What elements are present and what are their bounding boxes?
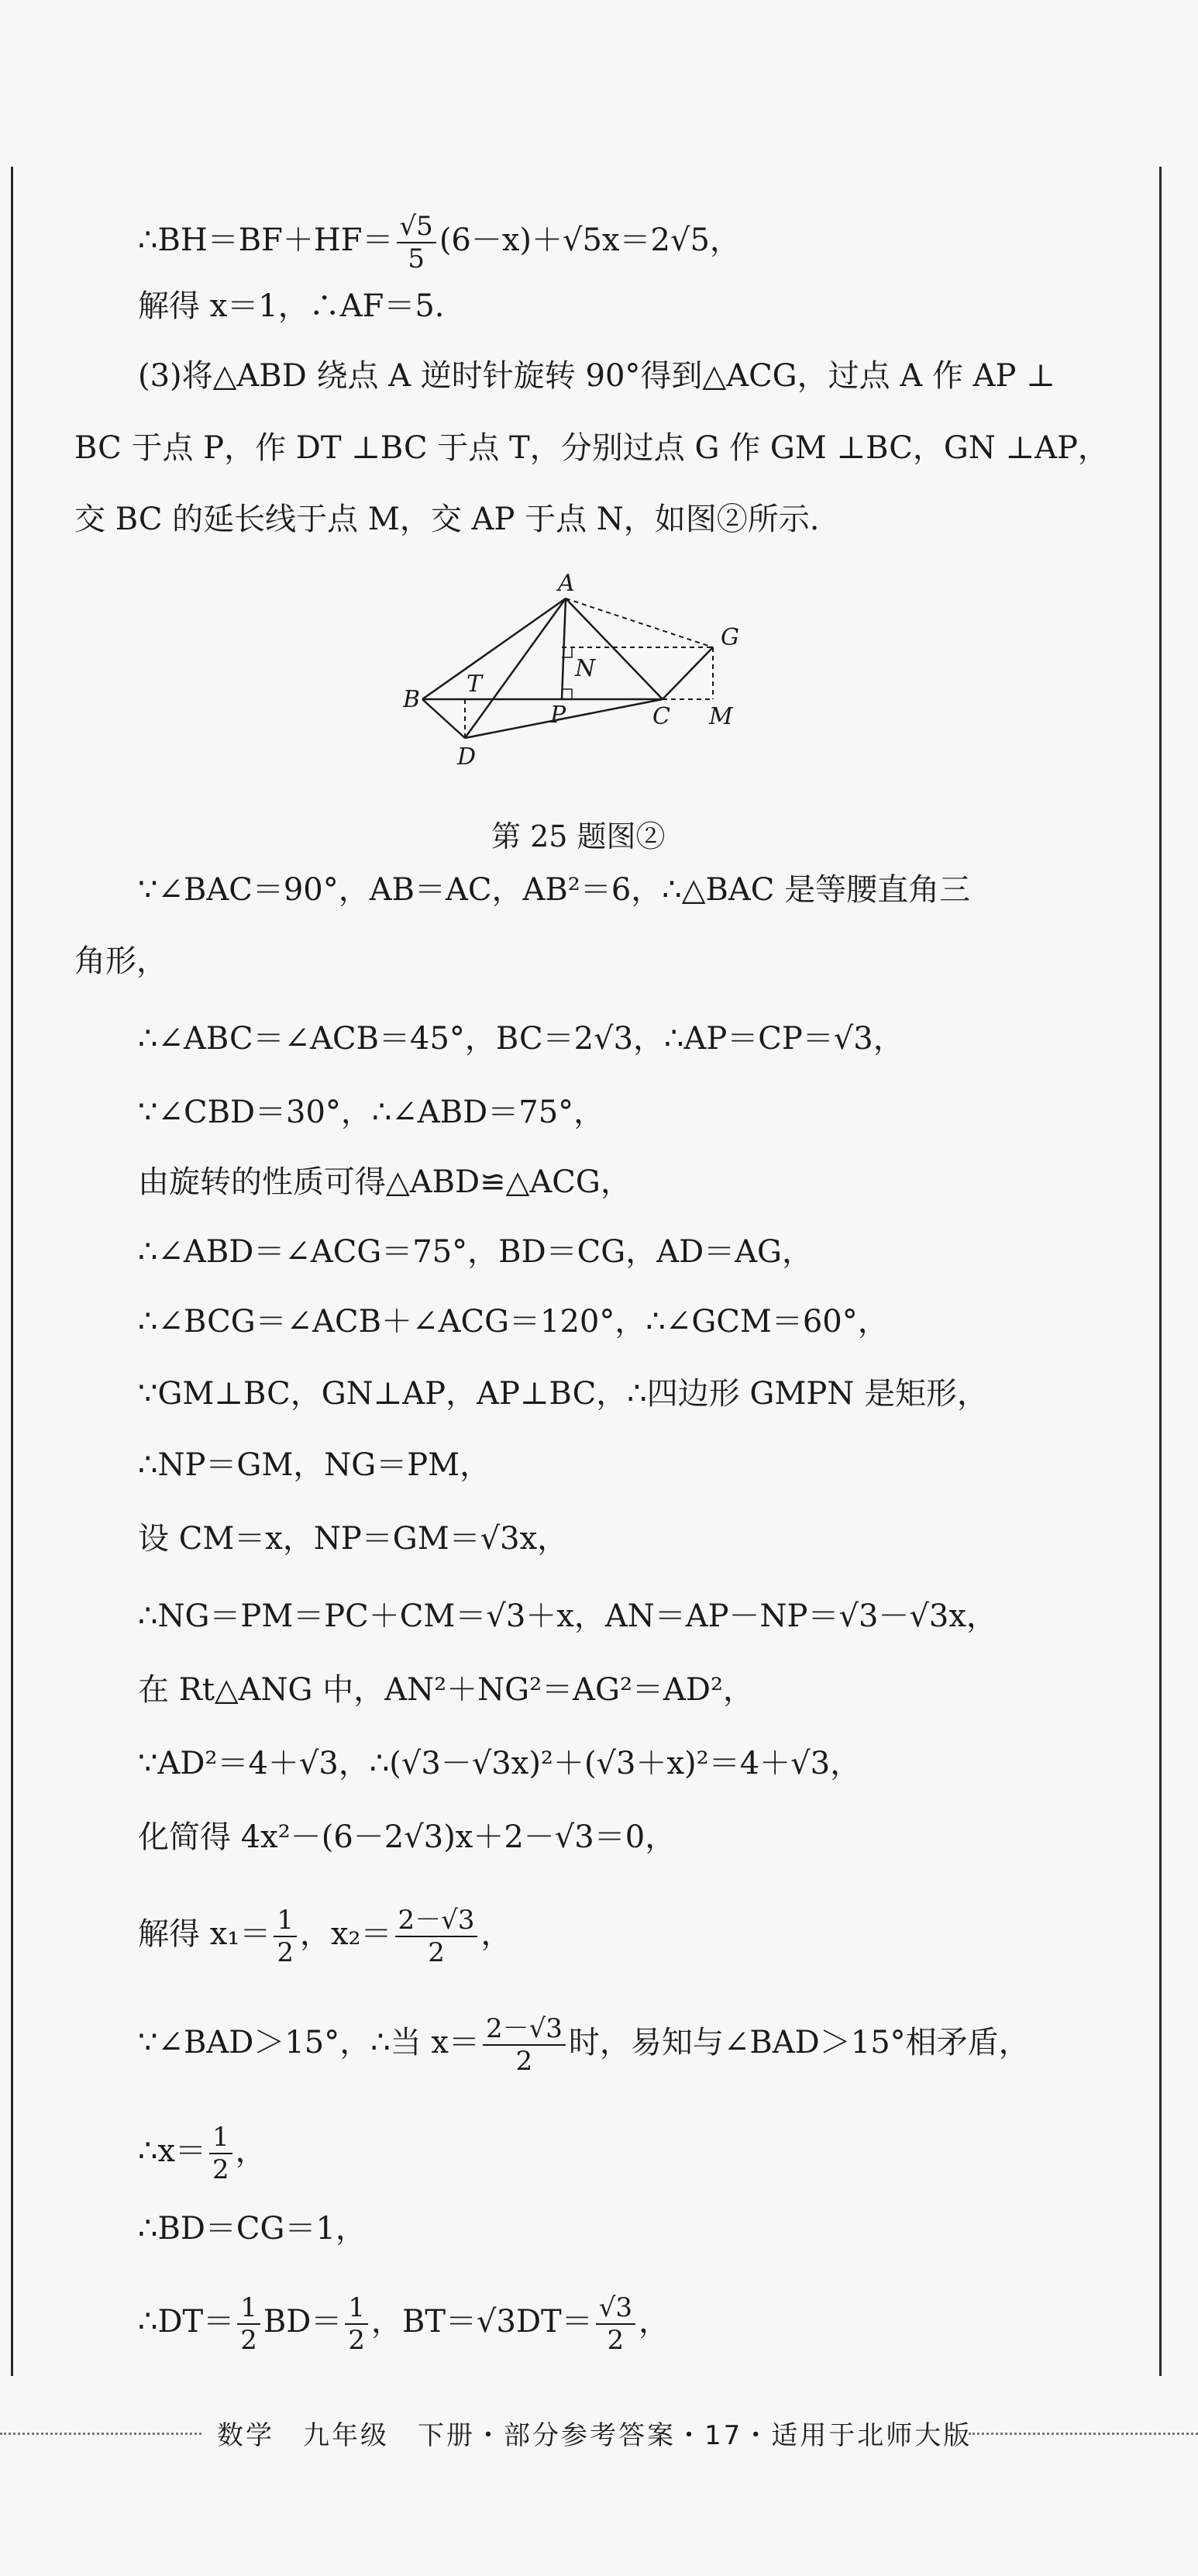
right-border-line [1159,167,1162,2376]
fraction-denominator: 2 [607,2325,625,2356]
label-G: G [721,624,739,651]
text-line [138,1598,997,1634]
fraction-denominator: 2 [515,2046,533,2077]
label-T: T [466,671,483,698]
footer-dots-left [0,2433,201,2435]
text-segment: ，x₂＝ [299,1916,392,1952]
text-segment: ∴BD＝CG＝1， [138,2211,367,2247]
text-segment: 角形， [74,943,167,979]
text-segment: ，BT＝√3DT＝ [370,2304,593,2340]
text-segment: (6－x)＋√5x＝2√5， [439,222,741,258]
text-segment: ∴∠BCG＝∠ACB＋∠ACG＝120°，∴∠GCM＝60°， [138,1304,889,1340]
fraction-denominator: 2 [240,2325,257,2356]
text-line [138,1376,988,1412]
text-segment: ， [235,2133,267,2169]
text-segment: (3)将△ABD 绕点 A 逆时针旋转 90°得到△ACG，过点 A 作 AP ⊥ [138,358,1055,394]
fraction [395,1907,478,1966]
fraction [209,2124,232,2183]
label-M: M [709,703,733,730]
text-segment: ∵∠BAC＝90°，AB＝AC，AB²＝6，∴△BAC 是等腰直角三 [138,872,971,908]
text-segment: ， [480,1916,512,1952]
text-segment: ∴x＝ [138,2133,207,2169]
text-segment: ∵GM⊥BC，GN⊥AP，AP⊥BC，∴四边形 GMPN 是矩形， [138,1376,988,1412]
text-segment: ∴BH＝BF＋HF＝ [138,222,394,258]
text-line [74,504,820,535]
text-line [138,213,741,272]
text-line [138,1521,569,1557]
text-line [138,1819,676,1855]
fraction-denominator: 2 [277,1937,294,1968]
fraction [274,1907,297,1966]
text-segment: 在 Rt△ANG 中，AN²＋NG²＝AG²＝AD²， [138,1672,754,1708]
fraction-denominator: 2 [428,1937,445,1968]
text-segment: 化简得 4x²－(6－2√3)x＋2－√3＝0， [138,1819,676,1855]
text-line [138,1021,904,1057]
text-segment: 时，易知与∠BAD＞15°相矛盾， [568,2025,1030,2060]
fraction [237,2292,260,2356]
figure-caption: 第 25 题图② [491,819,666,853]
label-C: C [652,703,670,730]
fraction-numerator: 2－√3 [483,2016,566,2046]
text-segment: BD＝ [263,2304,343,2340]
text-line [138,1164,632,1200]
text-segment: ∴NP＝GM，NG＝PM， [138,1447,491,1483]
left-border-line [11,167,13,2376]
fraction-numerator: √3 [596,2295,635,2325]
fraction-denominator: 2 [348,2325,365,2356]
text-line [138,1234,813,1270]
fraction-numerator: √5 [397,213,436,243]
text-line [138,872,971,908]
label-A: A [558,570,575,597]
text-line [138,1672,754,1708]
text-segment: 解得 x＝1，∴AF＝5. [138,288,445,324]
fraction-denominator: 2 [212,2154,229,2185]
text-segment: 解得 x₁＝ [138,1916,271,1952]
text-line [74,943,167,979]
text-segment: ∵AD²＝4＋√3，∴(√3－√3x)²＋(√3＋x)²＝4＋√3， [138,1746,862,1781]
text-segment: 由旋转的性质可得△ABD≌△ACG， [138,1164,632,1200]
fraction-numerator: 1 [274,1907,297,1937]
text-line [138,358,1055,394]
text-line [138,288,445,324]
text-line [138,1748,861,1779]
text-line [138,2292,670,2356]
text-segment: ∴∠ABC＝∠ACB＝45°，BC＝2√3，∴AP＝CP＝√3， [138,1021,904,1057]
text-segment: ∴DT＝ [138,2304,235,2340]
fraction [397,213,436,272]
fraction-numerator: 2－√3 [395,1907,478,1937]
text-line [138,2124,267,2183]
text-line [138,1907,511,1966]
label-D: D [457,743,477,771]
fraction [596,2292,635,2356]
label-B: B [403,686,421,713]
fraction-numerator: 1 [237,2295,260,2325]
text-segment: ∵∠CBD＝30°，∴∠ABD＝75°， [138,1095,605,1130]
fraction [345,2292,368,2356]
text-segment: ， [639,2304,670,2340]
geometry-figure [403,567,775,792]
footer-dots-right [969,2433,1198,2435]
text-line [138,1097,604,1128]
text-line [74,430,1109,466]
label-N: N [575,655,596,682]
fraction [483,2013,566,2077]
text-line [138,1447,491,1483]
text-line [138,1304,889,1340]
text-segment: ∴NG＝PM＝PC＋CM＝√3＋x，AN＝AP－NP＝√3－√3x， [138,1598,997,1634]
text-segment: 交 BC 的延长线于点 M，交 AP 于点 N，如图②所示. [74,502,820,537]
text-segment: BC 于点 P，作 DT ⊥BC 于点 T，分别过点 G 作 GM ⊥BC，GN ⊥AP， [74,430,1109,466]
text-segment: ∴∠ABD＝∠ACG＝75°，BD＝CG，AD＝AG， [138,1234,813,1270]
text-line [138,2211,367,2247]
text-segment: 设 CM＝x，NP＝GM＝√3x， [138,1521,569,1557]
page-footer: 数学 九年级 下册・部分参考答案・17・适用于北师大版 [217,2420,973,2451]
fraction-numerator: 1 [209,2124,232,2154]
fraction-numerator: 1 [345,2295,368,2325]
text-segment: ∵∠BAD＞15°，∴当 x＝ [138,2025,480,2060]
fraction-denominator: 5 [408,243,425,274]
label-P: P [550,702,566,729]
text-line [138,2013,1030,2077]
